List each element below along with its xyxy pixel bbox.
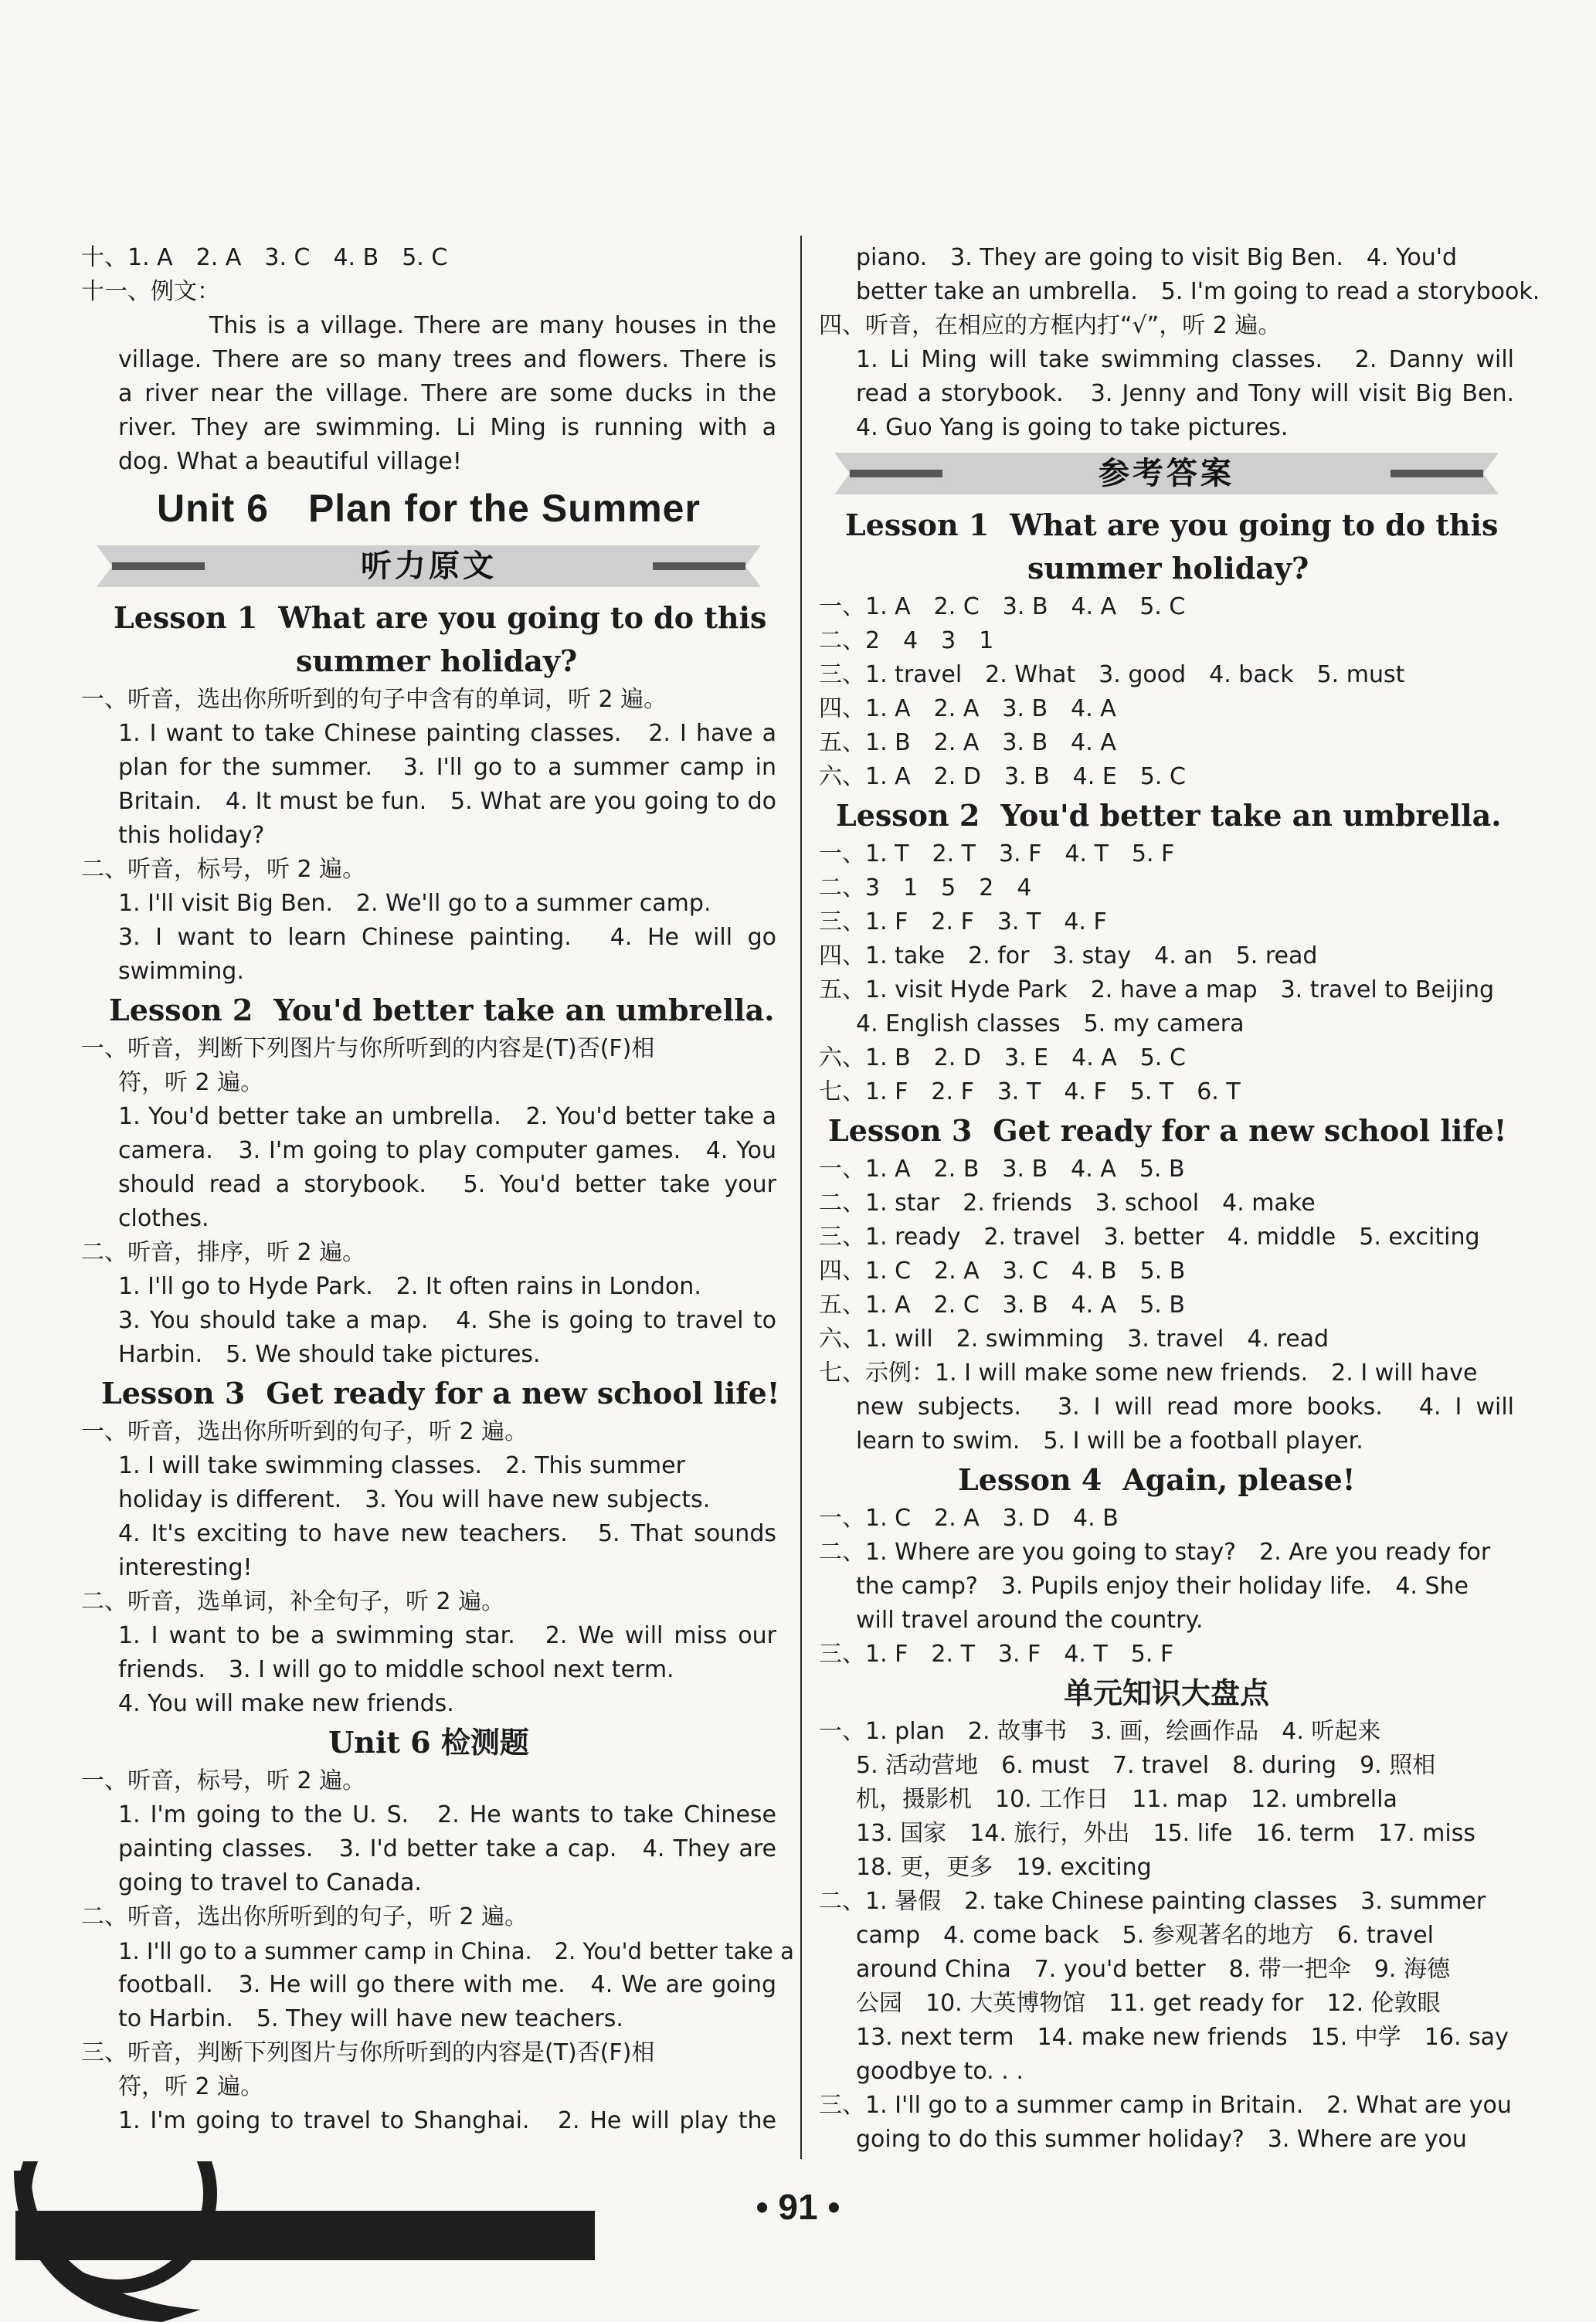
- lesson-number: Lesson 3: [828, 1113, 973, 1148]
- right-column: [819, 241, 1540, 2157]
- text-line: 1. I will take swimming classes. 2. This summer: [118, 1452, 685, 1479]
- lesson-title: What are you going to do this: [1010, 508, 1499, 542]
- answer-line: 三、1. travel 2. What 3. good 4. back 5. must: [819, 661, 1405, 688]
- text-line: 1. You'd better take an umbrella. 2. You'd better take a: [118, 1103, 776, 1130]
- text-line: 1. I'll visit Big Ben. 2. We'll go to a summer camp.: [118, 890, 711, 917]
- lesson-heading: [81, 989, 776, 1032]
- answer-line: 四、1. C 2. A 3. C 4. B 5. B: [819, 1258, 1186, 1285]
- answers-banner: [819, 448, 1514, 499]
- text-line: friends. 3. I will go to middle school next term.: [118, 1656, 674, 1683]
- lesson-number: Lesson 1: [845, 508, 990, 542]
- answer-line: 四、1. A 2. A 3. B 4. A: [819, 695, 1116, 722]
- lesson-heading: [819, 504, 1514, 547]
- lesson-title: Get ready for a new school life!: [266, 1376, 780, 1411]
- text-line: better take an umbrella. 5. I'm going to read a storybook.: [856, 278, 1540, 305]
- answer-line: 二、1. 暑假 2. take Chinese painting classes 3. summer: [819, 1888, 1486, 1915]
- text-line: 1. I want to be a swimming star. 2. We will miss our: [118, 1622, 776, 1649]
- text-line: 符，听 2 遍。: [118, 1069, 264, 1096]
- listening-banner: [81, 541, 776, 592]
- answer-line: 七、1. F 2. F 3. T 4. F 5. T 6. T: [819, 1078, 1241, 1105]
- text-line: 二、听音，排序，听 2 遍。: [81, 1239, 366, 1266]
- answer-line: 一、1. A 2. C 3. B 4. A 5. C: [819, 593, 1186, 620]
- lesson-number: Lesson 2: [836, 798, 980, 833]
- text-line: interesting!: [118, 1554, 253, 1581]
- text-line: Britain. 4. It must be fun. 5. What are you going to do: [118, 788, 776, 815]
- lesson-title-cont: summer holiday?: [1027, 551, 1309, 586]
- lesson-title: Get ready for a new school life!: [993, 1113, 1507, 1148]
- text-line: should read a storybook. 5. You'd better take your: [118, 1171, 776, 1198]
- text-line: 3. I want to learn Chinese painting. 4. He will go: [118, 924, 776, 951]
- text-line: 1. I'll go to Hyde Park. 2. It often rains in London.: [118, 1273, 701, 1300]
- answer-line: 七、示例：1. I will make some new friends. 2. I will have: [819, 1360, 1478, 1387]
- page-number: • 91 •: [756, 2187, 840, 2227]
- answer-line: 一、1. plan 2. 故事书 3. 画，绘画作品 4. 听起来: [819, 1718, 1381, 1745]
- answer-line: 5. 活动营地 6. must 7. travel 8. during 9. 照相: [856, 1752, 1436, 1779]
- review-heading: 单元知识大盘点: [1063, 1675, 1269, 1710]
- text-line: plan for the summer. 3. I'll go to a summer camp in: [118, 754, 776, 781]
- text-line: 符，听 2 遍。: [118, 2073, 264, 2100]
- answer-line: 二、1. star 2. friends 3. school 4. make: [819, 1190, 1316, 1217]
- text-line: piano. 3. They are going to visit Big Ben. 4. You'd: [856, 244, 1458, 271]
- prev-answer-line: 十、1. A 2. A 3. C 4. B 5. C: [81, 244, 448, 271]
- text-line: 一、听音，标号，听 2 遍。: [81, 1767, 366, 1794]
- text-line: painting classes. 3. I'd better take a cap. 4. They are: [118, 1835, 776, 1862]
- text-line: to Harbin. 5. They will have new teachers.: [118, 2005, 623, 2032]
- text-line: read a storybook. 3. Jenny and Tony will visit Big Ben.: [856, 380, 1514, 407]
- lesson-heading: [819, 794, 1514, 837]
- answer-line: 18. 更，更多 19. exciting: [856, 1854, 1152, 1881]
- answer-line: 六、1. will 2. swimming 3. travel 4. read: [819, 1326, 1329, 1353]
- text-line: 4. Guo Yang is going to take pictures.: [856, 414, 1289, 441]
- unit-title: Unit 6 Plan for the Summer: [157, 487, 701, 530]
- text-line: 1. I'll go to a summer camp in China. 2. You'd better take a: [118, 1938, 794, 1964]
- lesson-title: You'd better take an umbrella.: [1000, 798, 1502, 833]
- text-line: 4. It's exciting to have new teachers. 5. That sounds: [118, 1520, 776, 1547]
- lesson-heading: [81, 1372, 780, 1415]
- corner-decoration: [0, 2147, 603, 2322]
- text-line: 一、听音，选出你所听到的句子，听 2 遍。: [81, 1418, 528, 1445]
- answer-line: 13. next term 14. make new friends 15. 中学 16. say: [856, 2024, 1509, 2051]
- answer-line: 三、1. I'll go to a summer camp in Britain. 2. What are you: [819, 2092, 1512, 2119]
- answer-line: 三、1. F 2. T 3. F 4. T 5. F: [819, 1641, 1174, 1668]
- essay-line: dog. What a beautiful village!: [118, 448, 462, 475]
- answer-line: 六、1. A 2. D 3. B 4. E 5. C: [819, 763, 1186, 790]
- answer-line: learn to swim. 5. I will be a football player.: [856, 1427, 1363, 1455]
- test-heading: Unit 6 检测题: [328, 1725, 529, 1760]
- lesson-title-cont: summer holiday?: [296, 643, 578, 678]
- text-line: 1. I want to take Chinese painting classes. 2. I have a: [118, 720, 776, 747]
- text-line: 四、听音，在相应的方框内打“√”，听 2 遍。: [819, 312, 1282, 339]
- text-line: 1. I'm going to the U. S. 2. He wants to take Chinese: [118, 1801, 776, 1828]
- text-line: clothes.: [118, 1205, 209, 1232]
- answer-line: 二、3 1 5 2 4: [819, 874, 1032, 901]
- text-line: camera. 3. I'm going to play computer games. 4. You: [118, 1137, 776, 1164]
- text-line: 三、听音，判断下列图片与你所听到的内容是(T)否(F)相: [81, 2039, 655, 2066]
- answer-line: 三、1. F 2. F 3. T 4. F: [819, 908, 1107, 935]
- answer-line: going to do this summer holiday? 3. Where are you: [856, 2126, 1467, 2153]
- answer-line: will travel around the country.: [856, 1607, 1204, 1634]
- text-line: 一、听音，选出你所听到的句子中含有的单词，听 2 遍。: [81, 686, 667, 713]
- lesson-heading: [819, 1109, 1514, 1153]
- answer-line: 五、1. A 2. C 3. B 4. A 5. B: [819, 1292, 1185, 1319]
- lesson-heading: [819, 1458, 1514, 1502]
- prev-answer-line: 十一、例文：: [81, 278, 220, 305]
- text-line: holiday is different. 3. You will have new subjects.: [118, 1486, 711, 1513]
- text-line: this holiday?: [118, 822, 265, 849]
- text-line: Harbin. 5. We should take pictures.: [118, 1341, 541, 1368]
- text-line: 3. You should take a map. 4. She is going to travel to: [118, 1307, 776, 1334]
- answer-line: the camp? 3. Pupils enjoy their holiday life. 4. She: [856, 1573, 1469, 1600]
- text-line: 二、听音，选出你所听到的句子，听 2 遍。: [81, 1903, 528, 1930]
- essay-line: river. They are swimming. Li Ming is running with a: [118, 414, 776, 441]
- left-column: [81, 241, 794, 2138]
- answer-line: 13. 国家 14. 旅行，外出 15. life 16. term 17. miss: [856, 1820, 1475, 1847]
- lesson-title: Again, please!: [1122, 1462, 1356, 1497]
- answer-line: 一、1. C 2. A 3. D 4. B: [819, 1505, 1119, 1532]
- lesson-number: Lesson 1: [114, 600, 258, 635]
- text-line: swimming.: [118, 958, 244, 985]
- answer-line: around China 7. you'd better 8. 带一把伞 9. 海德: [856, 1956, 1450, 1983]
- answer-line: 4. English classes 5. my camera: [856, 1010, 1245, 1037]
- text-line: 1. Li Ming will take swimming classes. 2. Danny will: [856, 346, 1514, 373]
- text-line: going to travel to Canada.: [118, 1869, 422, 1896]
- answer-line: 一、1. T 2. T 3. F 4. T 5. F: [819, 840, 1175, 867]
- text-line: 4. You will make new friends.: [118, 1690, 454, 1717]
- lesson-number: Lesson 4: [958, 1462, 1102, 1497]
- answer-line: 五、1. visit Hyde Park 2. have a map 3. travel to Beijing: [819, 976, 1495, 1003]
- text-line: 一、听音，判断下列图片与你所听到的内容是(T)否(F)相: [81, 1035, 655, 1062]
- banner-title: 听力原文: [361, 548, 497, 584]
- answer-line: 四、1. take 2. for 3. stay 4. an 5. read: [819, 942, 1318, 969]
- answer-line: 六、1. B 2. D 3. E 4. A 5. C: [819, 1044, 1186, 1071]
- lesson-title: You'd better take an umbrella.: [273, 993, 775, 1027]
- answer-line: 三、1. ready 2. travel 3. better 4. middle 5. exciting: [819, 1224, 1480, 1251]
- column-divider: [800, 236, 802, 2159]
- essay-line: a river near the village. There are some ducks in the: [118, 380, 776, 407]
- essay-line: village. There are so many trees and flowers. There is: [118, 346, 776, 373]
- answer-line: 公园 10. 大英博物馆 11. get ready for 12. 伦敦眼: [856, 1990, 1441, 2017]
- banner-title: 参考答案: [1099, 456, 1234, 491]
- text-line: 1. I'm going to travel to Shanghai. 2. He will play the: [118, 2107, 776, 2134]
- answer-line: 二、2 4 3 1: [819, 627, 994, 654]
- text-line: 二、听音，标号，听 2 遍。: [81, 856, 366, 883]
- lesson-title: What are you going to do this: [278, 600, 767, 635]
- text-line: 二、听音，选单词，补全句子，听 2 遍。: [81, 1588, 505, 1615]
- answer-line: 一、1. A 2. B 3. B 4. A 5. B: [819, 1156, 1185, 1183]
- answer-line: 五、1. B 2. A 3. B 4. A: [819, 729, 1116, 756]
- text-line: football. 3. He will go there with me. 4. We are going: [118, 1971, 776, 1998]
- answer-line: camp 4. come back 5. 参观著名的地方 6. travel: [856, 1922, 1435, 1949]
- lesson-number: Lesson 3: [101, 1376, 246, 1411]
- lesson-heading: [81, 596, 776, 640]
- answer-line: new subjects. 3. I will read more books. 4. I will: [856, 1394, 1514, 1421]
- essay-line: This is a village. There are many houses in the: [209, 312, 776, 339]
- answer-line: goodbye to. . .: [856, 2058, 1024, 2085]
- answer-line: 机，摄影机 10. 工作日 11. map 12. umbrella: [856, 1786, 1397, 1813]
- answer-line: 二、1. Where are you going to stay? 2. Are you ready for: [819, 1539, 1491, 1566]
- lesson-number: Lesson 2: [109, 993, 253, 1027]
